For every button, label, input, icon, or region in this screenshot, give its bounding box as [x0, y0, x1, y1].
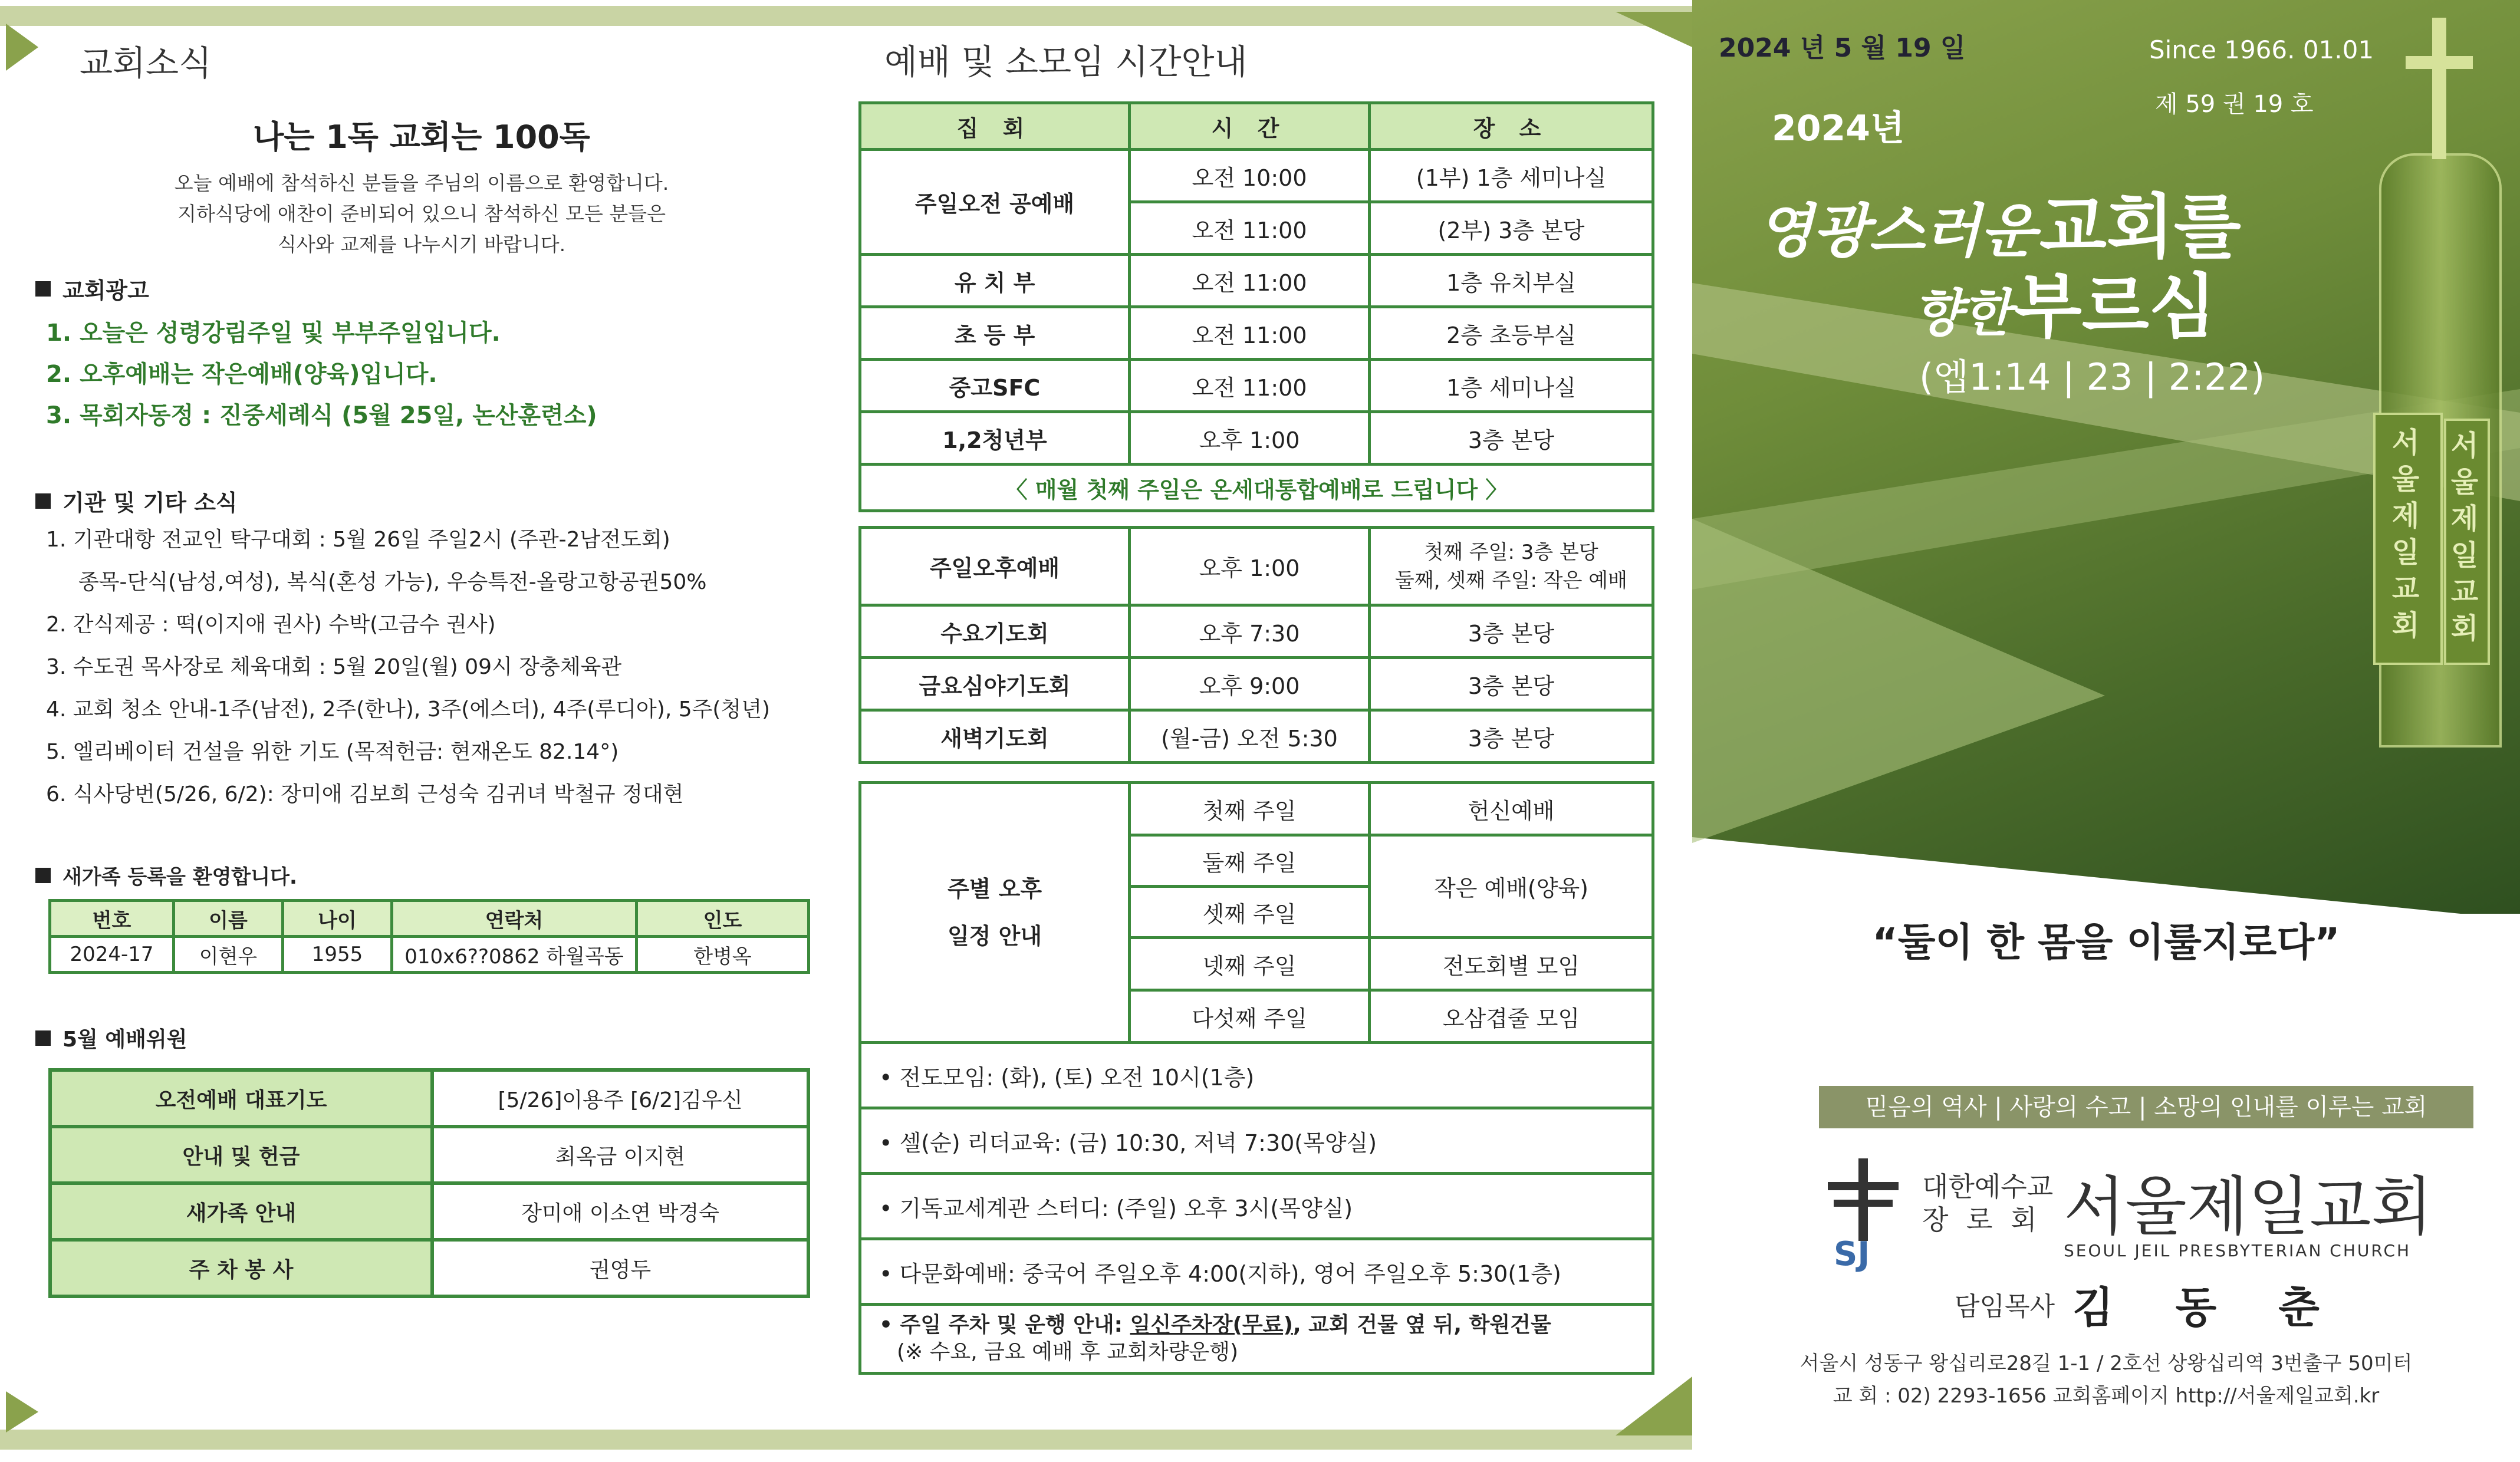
bottom-white-wedge	[1692, 837, 2520, 920]
table-header: 집 회	[860, 103, 1130, 150]
parking-line-1: • 주일 주차 및 운행 안내: 일신주차장(무료), 교회 건물 옆 뒤, 학원건물	[879, 1313, 1551, 1337]
corner-triangle-bl	[6, 1391, 38, 1433]
table-cell: 오전 11:00	[1130, 255, 1370, 307]
table-cell: 주일오전 공예배	[860, 150, 1130, 255]
theme-line-2	[1913, 251, 2216, 351]
workers-heading-text: 5월 예배위원	[62, 1028, 187, 1052]
logo-letters: SJ	[1834, 1235, 1870, 1273]
parking-pre: 주일 주차 및 운행 안내:	[900, 1313, 1130, 1337]
corner-triangle-tl	[6, 24, 38, 71]
news-item: 1. 기관대항 전교인 탁구대회 : 5월 26일 주일2시 (주관-2남전도회)	[46, 528, 670, 552]
bullet-row: • 다문화예배: 중국어 주일오후 4:00(지하), 영어 주일오후 5:30(1층)	[860, 1239, 1653, 1305]
bullet-text: 셀(순) 리더교육: (금) 10:30, 저녁 7:30(목양실)	[899, 1130, 1377, 1156]
news-heading-text: 기관 및 기타 소식	[62, 490, 238, 516]
table-cell: 전도회별 모임	[1370, 938, 1653, 990]
ads-list	[46, 312, 597, 436]
table-cell: 최옥금 이지현	[432, 1127, 808, 1183]
table-row	[860, 658, 1653, 710]
table-row	[860, 605, 1653, 658]
table-cell: 2층 초등부실	[1370, 307, 1653, 360]
ads-heading	[35, 272, 149, 305]
table-row	[860, 528, 1653, 605]
cross-horizontal-icon	[2406, 56, 2473, 69]
table-row	[860, 1239, 1653, 1305]
table-row	[860, 1108, 1653, 1174]
sunday-pm-label-2: 일정 안내	[947, 923, 1042, 949]
table-cell: 주 차 봉 사	[50, 1240, 432, 1296]
table-header: 장 소	[1370, 103, 1653, 150]
table-cell: 오전 11:00	[1130, 202, 1370, 255]
workers-heading	[35, 1023, 187, 1053]
square-bullet-icon	[35, 868, 51, 883]
table-row	[860, 465, 1653, 511]
table-header: 시 간	[1130, 103, 1370, 150]
table-row	[860, 783, 1653, 835]
table-header: 나이	[283, 901, 392, 937]
table-header-row	[860, 103, 1653, 150]
denomination-line-2: 장 로 회	[1922, 1204, 2042, 1236]
table-cell: 오전 11:00	[1130, 360, 1370, 412]
afternoon-place-1: 첫째 주일: 3층 본당	[1424, 540, 1598, 564]
cross-vertical-icon	[2432, 18, 2446, 159]
ad-item: 3. 목회자동정 : 진중세례식 (5월 25일, 논산훈련소)	[46, 402, 597, 429]
table-cell: 2024-17	[50, 937, 174, 973]
table-row	[50, 937, 809, 973]
table-cell: 새가족 안내	[50, 1183, 432, 1240]
table-row	[50, 1240, 808, 1296]
newfamily-heading	[35, 861, 297, 890]
parking-line-2: (※ 수요, 금요 예배 후 교회차량운행)	[897, 1340, 1239, 1364]
afternoon-place-2: 둘째, 셋째 주일: 작은 예배	[1395, 568, 1627, 592]
schedule-table-sunday-pm	[858, 781, 1654, 1375]
table-cell: 안내 및 헌금	[50, 1127, 432, 1183]
sunday-pm-label-1: 주별 오후	[947, 876, 1042, 902]
bullet-text: 전도모임: (화), (토) 오전 10시(1층)	[899, 1064, 1255, 1091]
bullet-row: • 기독교세계관 스터디: (주일) 오후 3시(목양실)	[860, 1174, 1653, 1239]
parking-row	[860, 1305, 1653, 1374]
table-cell: (2부) 3층 본당	[1370, 202, 1653, 255]
parking-mid: , 교회 건물 옆 뒤, 학원건물	[1292, 1313, 1551, 1337]
table-cell: 3층 본당	[1370, 658, 1653, 710]
table-row	[860, 412, 1653, 465]
news-list	[46, 519, 770, 816]
tower-sign-text-right: 서울제일교회	[2450, 429, 2479, 645]
table-cell: 1층 유치부실	[1370, 255, 1653, 307]
news-item: 6. 식사당번(5/26, 6/2): 장미애 김보희 근성숙 김귀녀 박철규 정대현	[46, 782, 684, 806]
bullet-row: • 전도모임: (화), (토) 오전 10시(1층)	[860, 1043, 1653, 1108]
table-cell: 한병옥	[637, 937, 809, 973]
bulletin-date: 2024 년 5 월 19 일	[1719, 33, 1966, 63]
theme-word-1: 영광스러운	[1757, 198, 2037, 265]
table-cell: 초 등 부	[860, 307, 1130, 360]
table-header: 번호	[50, 901, 174, 937]
cover-panel	[1692, 0, 2520, 1462]
corner-triangle-br	[1616, 1377, 1692, 1435]
bullet-text: 다문화예배: 중국어 주일오후 4:00(지하), 영어 주일오후 5:30(1층)	[899, 1260, 1561, 1287]
welcome-line: 지하식당에 애찬이 준비되어 있으니 참석하신 모든 분들은	[177, 202, 666, 225]
theme-verse: (엡1:14 | 23 | 2:22)	[1919, 355, 2265, 399]
issue-text: 제 59 권 19 호	[2155, 91, 2314, 118]
corner-triangle-tr	[1616, 12, 1692, 47]
table-cell: 3층 본당	[1370, 605, 1653, 658]
table-cell: 둘째 주일	[1130, 835, 1370, 887]
top-border-band	[0, 6, 1692, 26]
welcome-block	[47, 112, 796, 260]
theme-year: 2024년	[1772, 108, 1904, 149]
square-bullet-icon	[35, 493, 51, 509]
table-row	[860, 710, 1653, 763]
pastor-label: 담임목사	[1955, 1292, 2055, 1322]
table-cell: 오삼겹줄 모임	[1370, 990, 1653, 1043]
table-cell: 다섯째 주일	[1130, 990, 1370, 1043]
denomination-line-1: 대한예수교	[1922, 1171, 2054, 1203]
left-wedge	[1692, 519, 2105, 843]
table-cell: 권영두	[432, 1240, 808, 1296]
table-cell: 넷째 주일	[1130, 938, 1370, 990]
table-cell: 3층 본당	[1370, 710, 1653, 763]
table-cell: 유 치 부	[860, 255, 1130, 307]
table-cell	[1370, 528, 1653, 605]
table-row	[50, 1127, 808, 1183]
table-row	[860, 255, 1653, 307]
table-cell: 새벽기도회	[860, 710, 1130, 763]
table-row	[860, 150, 1653, 202]
church-logo-icon	[1828, 1158, 1899, 1276]
theme-word-2: 교회를	[2039, 186, 2241, 268]
table-cell: 이현우	[174, 937, 283, 973]
news-item: 2. 간식제공 : 떡(이지애 권사) 수박(고금수 권사)	[46, 613, 496, 637]
cover-quote: “둘이 한 몸을 이룰지로다”	[1872, 920, 2340, 965]
table-cell: 1955	[283, 937, 392, 973]
ad-item: 2. 오후예배는 작은예배(양육)입니다.	[46, 361, 437, 388]
square-bullet-icon	[35, 1030, 51, 1046]
table-cell: 오후 1:00	[1130, 528, 1370, 605]
bullet-row: • 셀(순) 리더교육: (금) 10:30, 저녁 7:30(목양실)	[860, 1108, 1653, 1174]
schedule-table-weekly	[858, 526, 1654, 764]
church-name-en: SEOUL JEIL PRESBYTERIAN CHURCH	[2064, 1241, 2412, 1260]
table-cell: 오전 10:00	[1130, 150, 1370, 202]
since-text: Since 1966. 01.01	[2149, 35, 2374, 64]
table-header-row	[50, 901, 809, 937]
table-row	[860, 1305, 1653, 1374]
denomination	[1922, 1170, 2053, 1236]
welcome-line: 오늘 예배에 참석하신 분들을 주님의 이름으로 환영합니다.	[174, 172, 669, 195]
table-cell: 오전예배 대표기도	[50, 1070, 432, 1127]
table-cell: 중고SFC	[860, 360, 1130, 412]
newfamily-table	[48, 899, 810, 974]
table-cell: 1,2청년부	[860, 412, 1130, 465]
table-header: 연락처	[392, 901, 637, 937]
welcome-title: 나는 1독 교회는 100독	[253, 118, 590, 156]
table-row	[860, 1174, 1653, 1239]
table-row	[860, 1043, 1653, 1108]
news-item: 3. 수도권 목사장로 체육대회 : 5월 20일(월) 09시 장충체육관	[46, 655, 622, 679]
church-address: 서울시 성동구 왕십리로28길 1-1 / 2호선 상왕십리역 3번출구 50미터	[1799, 1352, 2413, 1375]
tower-sign-text-left: 서울제일교회	[2391, 426, 2420, 642]
table-cell: 1층 세미나실	[1370, 360, 1653, 412]
table-cell: 010x6??0862 하월곡동	[392, 937, 637, 973]
table-cell: 금요심야기도회	[860, 658, 1130, 710]
table-cell: 오후 7:30	[1130, 605, 1370, 658]
table-row	[860, 360, 1653, 412]
table-row	[860, 307, 1653, 360]
table-header: 이름	[174, 901, 283, 937]
church-news-title: 교회소식	[80, 43, 212, 83]
schedule-table-main	[858, 101, 1654, 512]
table-cell: 주일오후예배	[860, 528, 1130, 605]
monthly-note: 〈 매월 첫째 주일은 온세대통합예배로 드립니다 〉	[860, 465, 1653, 511]
motto-banner: 믿음의 역사 | 사랑의 수고 | 소망의 인내를 이루는 교회	[1819, 1086, 2473, 1128]
church-contact: 교 회 : 02) 2293-1656 교회홈페이지 http://서울제일교회.kr	[1833, 1384, 2380, 1408]
workers-table	[48, 1068, 810, 1298]
news-item: 5. 엘리베이터 건설을 위한 기도 (목적헌금: 현재온도 82.14°)	[46, 740, 619, 764]
square-bullet-icon	[35, 281, 51, 297]
news-heading	[35, 485, 238, 517]
table-cell: 오후 1:00	[1130, 412, 1370, 465]
table-cell: 3층 본당	[1370, 412, 1653, 465]
schedule-title: 예배 및 소모임 시간안내	[884, 42, 1248, 82]
table-cell: 오전 11:00	[1130, 307, 1370, 360]
table-header: 인도	[637, 901, 809, 937]
table-row	[50, 1183, 808, 1240]
pastor-name: 김 동 춘	[2072, 1283, 2343, 1332]
welcome-line: 식사와 교제를 나누시기 바랍니다.	[277, 233, 566, 256]
news-item: 종목-단식(남성,여성), 복식(혼성 가능), 우승특전-올랑고항공권50%	[78, 570, 707, 594]
table-cell: 첫째 주일	[1130, 783, 1370, 835]
theme-word-3: 향한	[1913, 284, 2012, 343]
table-cell: 오후 9:00	[1130, 658, 1370, 710]
table-cell: 장미애 이소연 박경숙	[432, 1183, 808, 1240]
newfamily-heading-text: 새가족 등록을 환영합니다.	[62, 865, 297, 889]
table-cell: [5/26]이용주 [6/2]김우신	[432, 1070, 808, 1127]
parking-free-lot: 일신주차장(무료)	[1130, 1313, 1293, 1337]
bullet-text: 기독교세계관 스터디: (주일) 오후 3시(목양실)	[899, 1195, 1353, 1221]
table-cell	[860, 783, 1130, 1043]
ads-heading-text: 교회광고	[62, 278, 149, 304]
table-cell: (월-금) 오전 5:30	[1130, 710, 1370, 763]
table-row	[50, 1070, 808, 1127]
theme-word-4: 부르심	[2014, 266, 2216, 347]
ad-item: 1. 오늘은 성령강림주일 및 부부주일입니다.	[46, 320, 501, 347]
bottom-border-band	[0, 1430, 1692, 1450]
news-item: 4. 교회 청소 안내-1주(남전), 2주(한나), 3주(에스더), 4주(루디아), 5주(청년)	[46, 697, 771, 722]
table-cell: 수요기도회	[860, 605, 1130, 658]
table-cell: (1부) 1층 세미나실	[1370, 150, 1653, 202]
table-cell: 작은 예배(양육)	[1370, 835, 1653, 938]
table-cell: 셋째 주일	[1130, 887, 1370, 938]
table-cell: 헌신예배	[1370, 783, 1653, 835]
church-name: 서울제일교회	[2064, 1170, 2433, 1244]
